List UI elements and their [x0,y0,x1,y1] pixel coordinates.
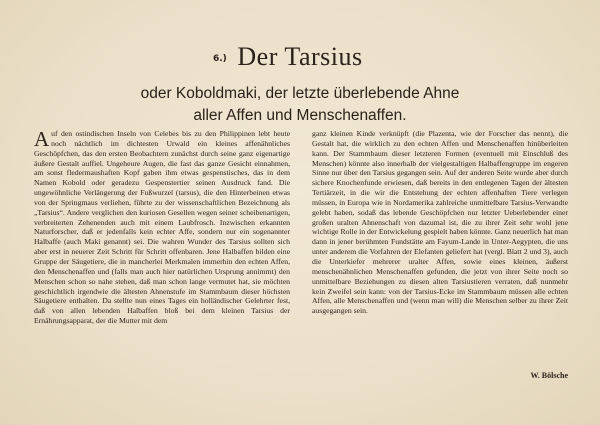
subtitle-line-2: aller Affen und Menschenaffen. [193,107,407,124]
left-column [34,129,290,326]
subtitle-line-1: oder Koboldmaki, der letzte überlebende Ahne [140,85,460,102]
right-column-text: ganz kleinen Kinde verknüpft (die Plazenta, wie der Forscher das nennt), die Gestalt hat, die wirklich zu den echten Affen und Menschenaffen hinüberleiten kann. Der Stammbaum dieser letzteren Formen (eventuell mit Einschluß des Menschen) könnte also innerhalb der vielgestaltigen Halbaffengruppe im engeren Sinne nur über den Tarsius gegangen sein. Auf der anderen Seite wurde aber durch sichere Knochenfunde erwiesen, daß bereits in den entlegenen Tagen der ältesten Tertiärzeit, in die wir die Entstehung der echten affenhaften Tiere verlegen müssen, in Europa wie in Nordamerika zahlreiche unmittelbare Tarsius-Verwandte gelebt haben, sodaß das lebende Geschöpfchen nur letzter Ueberlebender einer großen uralten Ahnenschaft von dazumal ist, die zu ihrer Zeit sehr wohl jene wichtige Rolle in der Entwickelung gespielt haben könnte. Ganz neuerlich hat man dann in jener berühmten Fundstätte am Fayum-Lande in Unter-Aegypten, die uns unter anderem die Vorfahren der Elefanten geliefert hat (vergl. Blatt 2 und 3), auch die Unterkiefer mehrerer uralter Affen, sowie eines kleinen, äußerst menschenähnlichen Menschenaffen gefunden, die jetzt von ihrer Seite noch so unmittelbare Beziehungen zu diesen alten Tarsiustieren verraten, daß nunmehr kein Zweifel sein kann: von der Tarsius-Ecke im Stammbaum müssen alle echten Affen, alle Menschenaffen und (wenn man will) die Menschen selber zu ihrer Zeit ausgegangen sein. [312,129,568,316]
drop-cap: A [34,127,50,151]
author-signature: W. Bölsche [530,371,568,380]
plate-number: 6.) [213,54,227,64]
left-column-text: uf den ostindischen Inseln von Celebes bis zu den Philippinen lebt heute noch nächtlich im dichtesten Urwald ein kleines affenähnliches Geschöpfchen, das den ersten Beobachtern zunächst durch seine ganz eigenartige äußere Gestalt auffiel. Ungeheure Augen, die fast das ganze Gesicht einnahmen, am sonst fledermaushaften Kopf gaben ihm etwas gespenstisches, das in dem Namen Kobold oder geradezu Gespenstertier seinen Ausdruck fand. Die ungewöhnliche Verlängerung der Fußwurzel (tarsus), die den Hinterbeinen etwas von der Springmaus verliehen, führte zu der wissenschaftlichen Bezeichnung als „Tarsius“. Andere verglichen den kuriosen Gesellen wegen seiner scheibenartigen, verbreiterten Zehenenden auch mit einem Laubfrosch. Inzwischen erkannten Naturforscher, daß er jedenfalls kein echter Affe, sondern nur ein sogenannter Halbaffe (auch Maki genannt) sei. Die wahren Wunder des Tarsius sollten sich aber erst in neuerer Zeit Schritt für Schritt offenbaren. Jene Halbaffen bilden eine Gruppe der Säugetiere, die in mancherlei Merkmalen immerhin den echten Affen, den Menschenaffen und (falls man auch hier natürlichen Ursprung annimmt) den Menschen schon so nahe stehen, daß man schon lange vermutet hat, sie möchten geschichtlich irgendwie die ältesten Ahnenstufe im Stammbaum dieser höchsten Säugetiere enthalten. Da stellte nun eines Tages ein holländischer Gelehrter fest, daß von allen lebenden Halbaffen bloß bei dem kleinen Tarsius der Ernährungsapparat, der die Mutter mit dem [34,129,290,326]
title-block [0,40,600,126]
page-title: Der Tarsius [237,42,363,71]
right-column [312,129,568,316]
